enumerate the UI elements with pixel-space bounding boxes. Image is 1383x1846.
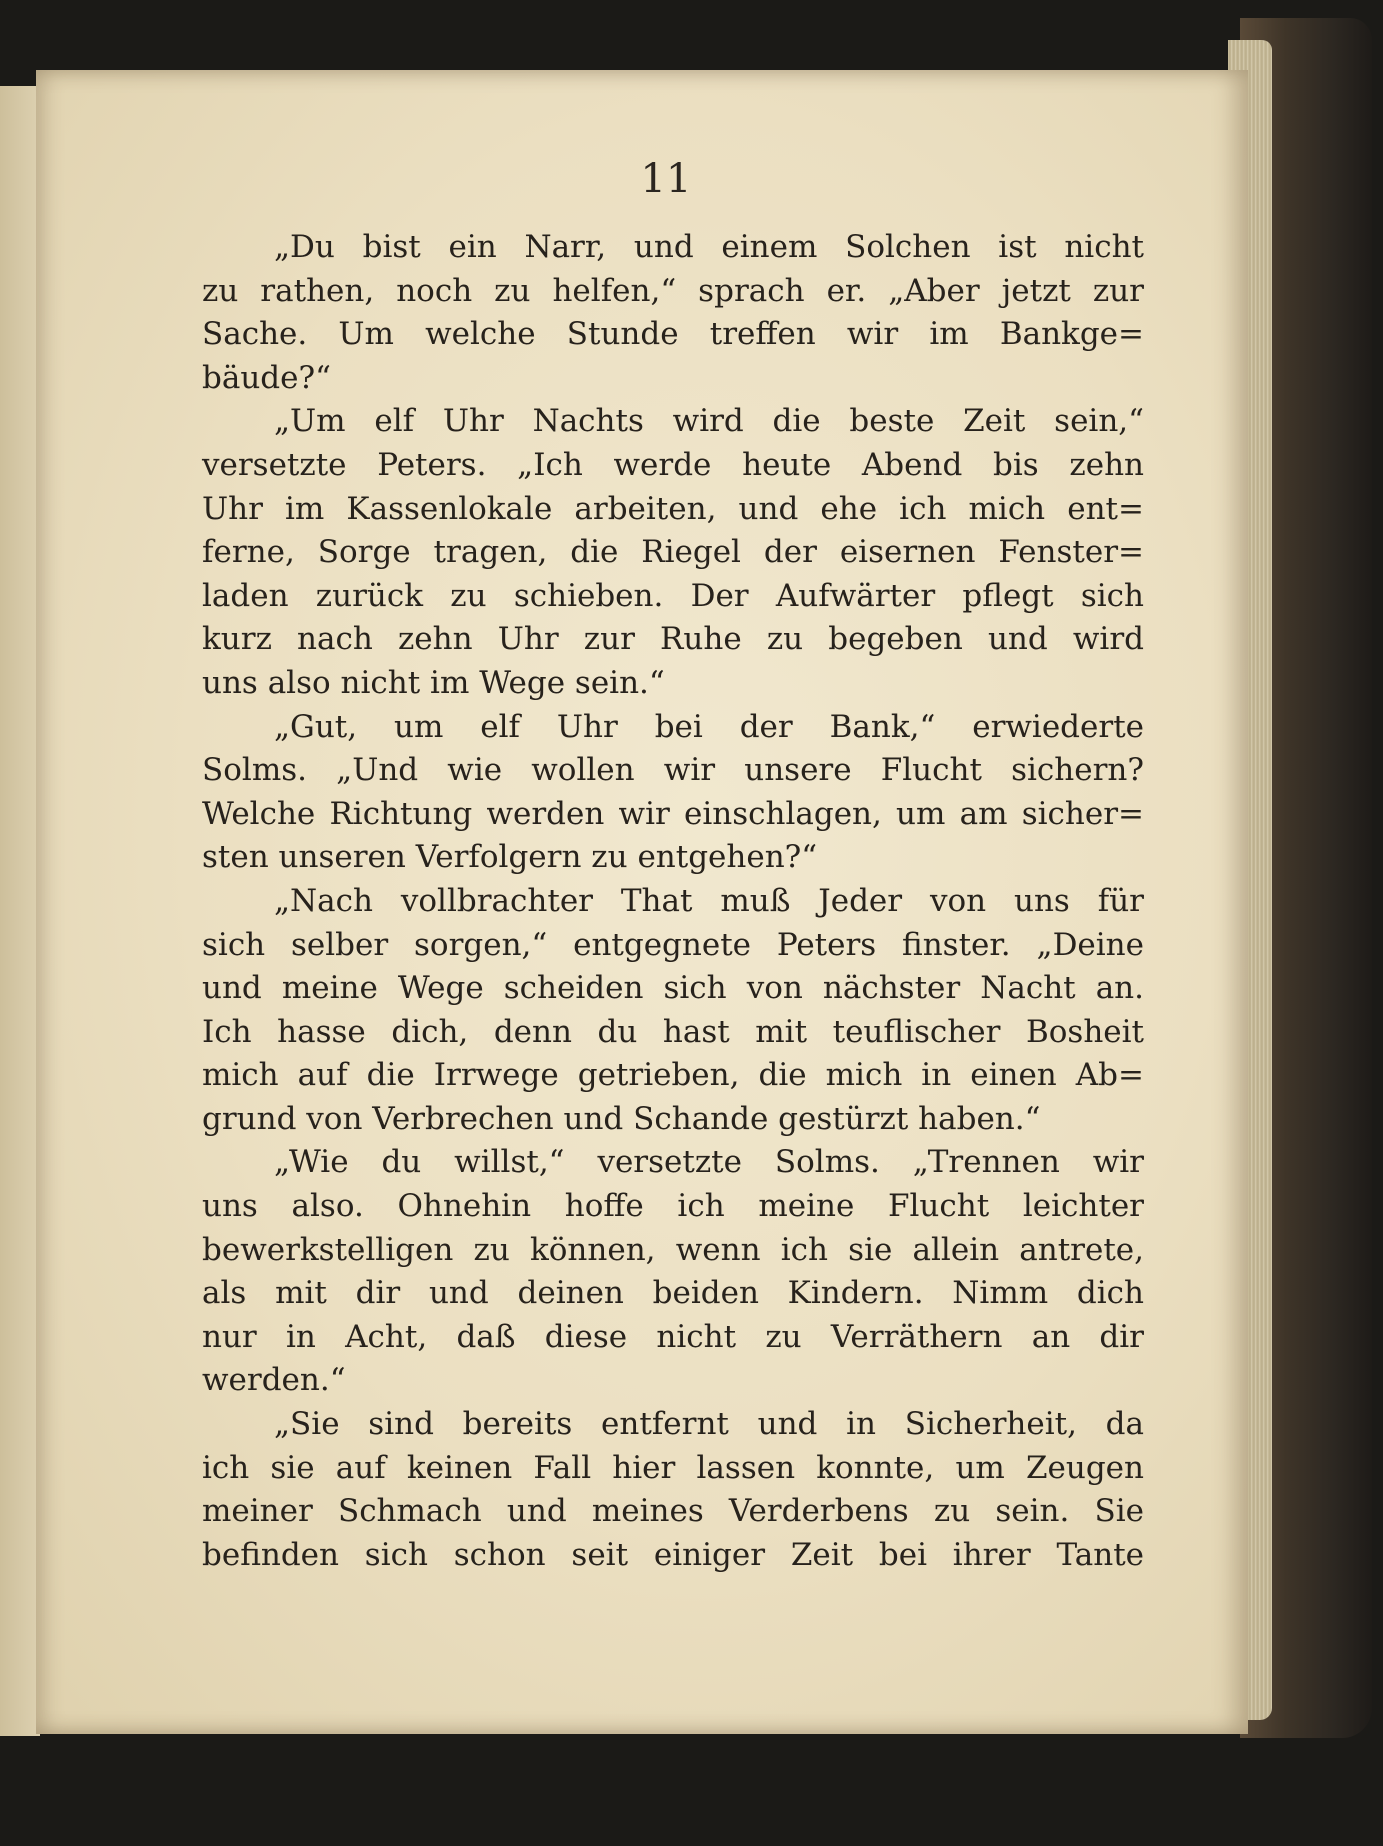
text-line: „Um elf Uhr Nachts wird die beste Zeit sein,“ <box>274 403 1144 440</box>
left-page-edge <box>0 86 40 1736</box>
text-line: und meine Wege scheiden sich von nächster Nacht an. <box>202 970 1144 1007</box>
text-line: als mit dir und deinen beiden Kindern. Nimm dich <box>202 1275 1144 1312</box>
paragraph <box>202 706 1144 880</box>
text-line: befinden sich schon seit einiger Zeit bei ihrer Tante <box>202 1536 1144 1573</box>
text-line: grund von Verbrechen und Schande gestürzt haben.“ <box>202 1100 1041 1137</box>
text-line: nur in Acht, daß diese nicht zu Verräthern an dir <box>202 1318 1144 1355</box>
text-line: „Wie du willst,“ versetzte Solms. „Trennen wir <box>274 1144 1144 1181</box>
text-line: bewerkstelligen zu können, wenn ich sie allein antrete, <box>202 1231 1144 1268</box>
text-line: werden.“ <box>202 1362 346 1399</box>
paragraph <box>202 226 1144 400</box>
text-line: zu rathen, noch zu helfen,“ sprach er. „Aber jetzt zur <box>202 272 1144 309</box>
paragraph <box>202 1141 1144 1403</box>
text-line: Solms. „Und wie wollen wir unsere Flucht sichern? <box>202 752 1144 789</box>
text-line: Ich hasse dich, denn du hast mit teuflischer Bosheit <box>202 1013 1144 1050</box>
text-line: meiner Schmach und meines Verderbens zu sein. Sie <box>202 1493 1144 1530</box>
text-line: „Sie sind bereits entfernt und in Sicherheit, da <box>274 1406 1144 1443</box>
text-line: sich selber sorgen,“ entgegnete Peters finster. „Deine <box>202 926 1144 963</box>
text-line: „Du bist ein Narr, und einem Solchen ist nicht <box>274 229 1144 265</box>
text-line: ich sie auf keinen Fall hier lassen konnte, um Zeugen <box>202 1449 1144 1486</box>
text-line: uns also. Ohnehin hoffe ich meine Flucht leichter <box>202 1188 1144 1225</box>
text-line: kurz nach zehn Uhr zur Ruhe zu begeben und wird <box>202 621 1144 658</box>
text-line: uns also nicht im Wege sein.“ <box>202 664 665 701</box>
text-line: bäude?“ <box>202 359 331 396</box>
paragraph <box>202 400 1144 705</box>
text-line: versetzte Peters. „Ich werde heute Abend bis zehn <box>202 446 1144 483</box>
text-line: Sache. Um welche Stunde treffen wir im Bankge= <box>202 316 1144 353</box>
text-line: sten unseren Verfolgern zu entgehen?“ <box>202 839 818 876</box>
paragraph <box>202 880 1144 1142</box>
text-line: „Gut, um elf Uhr bei der Bank,“ erwiederte <box>274 708 1144 745</box>
page-number: 11 <box>640 156 692 202</box>
text-line: Welche Richtung werden wir einschlagen, um am sicher= <box>202 795 1144 832</box>
text-line: laden zurück zu schieben. Der Aufwärter pflegt sich <box>202 577 1144 614</box>
page-text <box>202 226 1144 1577</box>
text-line: „Nach vollbrachter That muß Jeder von uns für <box>274 882 1144 919</box>
paragraph <box>202 1403 1144 1577</box>
text-line: ferne, Sorge tragen, die Riegel der eisernen Fenster= <box>202 534 1144 571</box>
text-line: Uhr im Kassenlokale arbeiten, und ehe ich mich ent= <box>202 490 1144 527</box>
text-line: mich auf die Irrwege getrieben, die mich in einen Ab= <box>202 1057 1144 1094</box>
